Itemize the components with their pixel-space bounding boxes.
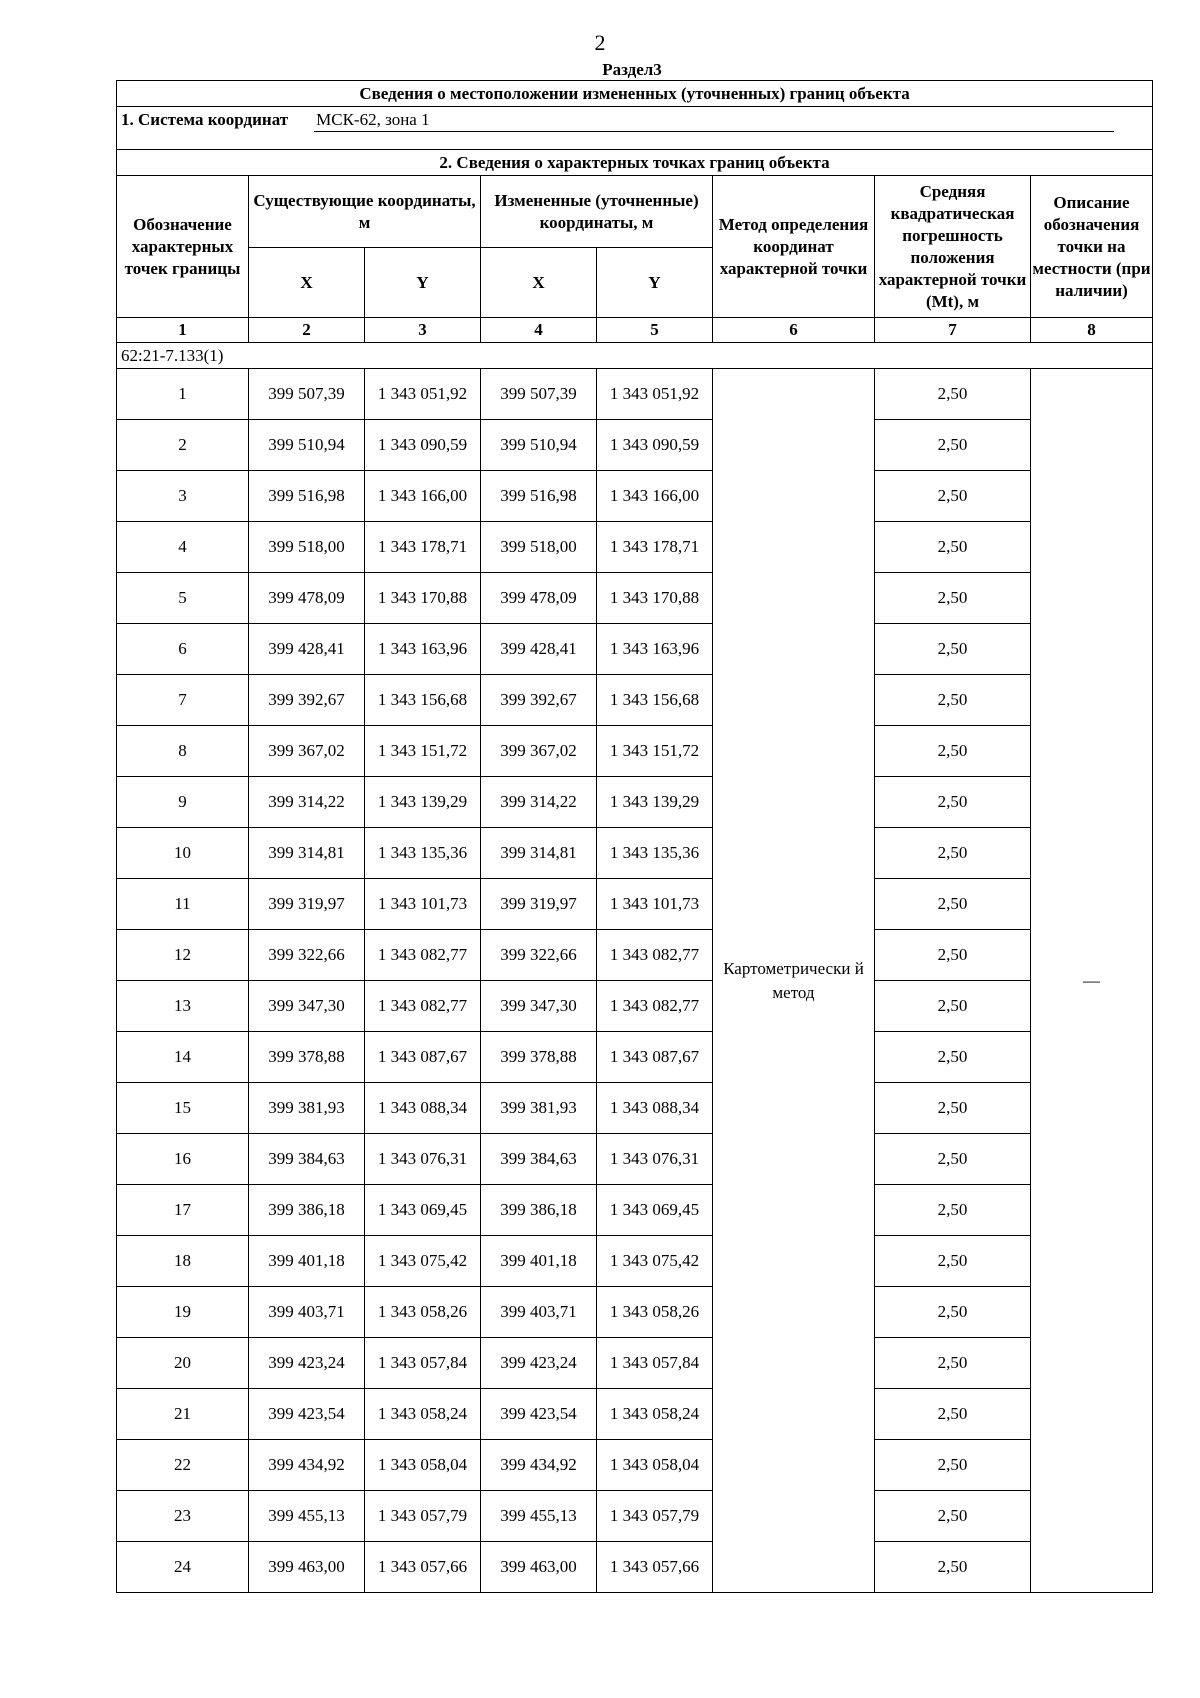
existing-x: 399 314,81 [249,828,365,879]
header-changed-x: X [481,248,597,318]
table-row [117,1134,1153,1185]
existing-y: 1 343 151,72 [365,726,481,777]
existing-x: 399 381,93 [249,1083,365,1134]
header-existing-x: X [249,248,365,318]
changed-y: 1 343 057,79 [597,1491,713,1542]
point-number: 7 [117,675,249,726]
point-number: 6 [117,624,249,675]
changed-x: 399 518,00 [481,522,597,573]
point-number: 14 [117,1032,249,1083]
existing-x: 399 516,98 [249,471,365,522]
changed-x: 399 392,67 [481,675,597,726]
error-mt: 2,50 [875,1542,1031,1593]
description-cell: — [1031,369,1153,1593]
existing-y: 1 343 163,96 [365,624,481,675]
table-row [117,1542,1153,1593]
changed-x: 399 347,30 [481,981,597,1032]
changed-y: 1 343 051,92 [597,369,713,420]
changed-x: 399 423,24 [481,1338,597,1389]
table-row [117,1338,1153,1389]
changed-x: 399 510,94 [481,420,597,471]
changed-y: 1 343 058,04 [597,1440,713,1491]
existing-x: 399 510,94 [249,420,365,471]
table-row [117,930,1153,981]
error-mt: 2,50 [875,573,1031,624]
existing-x: 399 428,41 [249,624,365,675]
changed-x: 399 367,02 [481,726,597,777]
point-number: 10 [117,828,249,879]
existing-y: 1 343 058,04 [365,1440,481,1491]
table-row [117,726,1153,777]
changed-y: 1 343 135,36 [597,828,713,879]
header-point-designation: Обозначение характерных точек границы [117,176,249,318]
existing-y: 1 343 075,42 [365,1236,481,1287]
table-row [117,420,1153,471]
changed-y: 1 343 088,34 [597,1083,713,1134]
header-existing-y: Y [365,248,481,318]
table-row [117,1185,1153,1236]
existing-y: 1 343 087,67 [365,1032,481,1083]
error-mt: 2,50 [875,420,1031,471]
error-mt: 2,50 [875,675,1031,726]
existing-y: 1 343 058,24 [365,1389,481,1440]
point-number: 9 [117,777,249,828]
point-number: 20 [117,1338,249,1389]
table-row [117,1389,1153,1440]
changed-x: 399 478,09 [481,573,597,624]
changed-x: 399 403,71 [481,1287,597,1338]
changed-y: 1 343 082,77 [597,981,713,1032]
page-number: 2 [594,30,606,55]
changed-y: 1 343 156,68 [597,675,713,726]
point-number: 23 [117,1491,249,1542]
error-mt: 2,50 [875,1440,1031,1491]
table-row [117,624,1153,675]
changed-y: 1 343 090,59 [597,420,713,471]
error-mt: 2,50 [875,1287,1031,1338]
header-changed-y: Y [597,248,713,318]
point-number: 19 [117,1287,249,1338]
error-mt: 2,50 [875,726,1031,777]
error-mt: 2,50 [875,1236,1031,1287]
table-row [117,522,1153,573]
changed-y: 1 343 139,29 [597,777,713,828]
changed-x: 399 434,92 [481,1440,597,1491]
existing-y: 1 343 082,77 [365,930,481,981]
table-row [117,471,1153,522]
changed-x: 399 516,98 [481,471,597,522]
error-mt: 2,50 [875,930,1031,981]
table-row [117,1440,1153,1491]
existing-x: 399 401,18 [249,1236,365,1287]
existing-x: 399 423,24 [249,1338,365,1389]
existing-y: 1 343 057,66 [365,1542,481,1593]
existing-x: 399 392,67 [249,675,365,726]
existing-y: 1 343 135,36 [365,828,481,879]
point-number: 21 [117,1389,249,1440]
point-number: 15 [117,1083,249,1134]
existing-x: 399 314,22 [249,777,365,828]
changed-x: 399 423,54 [481,1389,597,1440]
column-number: 1 [117,318,249,343]
existing-x: 399 378,88 [249,1032,365,1083]
changed-x: 399 384,63 [481,1134,597,1185]
point-number: 1 [117,369,249,420]
changed-y: 1 343 058,26 [597,1287,713,1338]
changed-x: 399 455,13 [481,1491,597,1542]
existing-x: 399 367,02 [249,726,365,777]
error-mt: 2,50 [875,1338,1031,1389]
coordinate-system-value: МСК-62, зона 1 [314,109,1114,132]
existing-x: 399 319,97 [249,879,365,930]
point-number: 12 [117,930,249,981]
existing-y: 1 343 069,45 [365,1185,481,1236]
table-row [117,879,1153,930]
changed-x: 399 401,18 [481,1236,597,1287]
error-mt: 2,50 [875,369,1031,420]
changed-x: 399 314,22 [481,777,597,828]
column-number: 5 [597,318,713,343]
boundary-points-table [116,80,1153,1593]
table-row [117,1236,1153,1287]
existing-y: 1 343 166,00 [365,471,481,522]
parcel-id: 62:21-7.133(1) [117,343,1153,369]
existing-x: 399 347,30 [249,981,365,1032]
changed-y: 1 343 057,84 [597,1338,713,1389]
table-row [117,828,1153,879]
point-number: 24 [117,1542,249,1593]
table-title: Сведения о местоположении измененных (уточненных) границ объекта [117,81,1153,107]
existing-y: 1 343 090,59 [365,420,481,471]
header-description: Описание обозначения точки на местности (при наличии) [1031,176,1153,318]
existing-y: 1 343 178,71 [365,522,481,573]
changed-y: 1 343 087,67 [597,1032,713,1083]
point-number: 22 [117,1440,249,1491]
error-mt: 2,50 [875,1389,1031,1440]
existing-y: 1 343 088,34 [365,1083,481,1134]
header-method: Метод определения координат характерной точки [713,176,875,318]
error-mt: 2,50 [875,1134,1031,1185]
point-number: 4 [117,522,249,573]
point-number: 18 [117,1236,249,1287]
coordinate-system-row [117,107,1153,150]
table-row [117,1287,1153,1338]
existing-x: 399 403,71 [249,1287,365,1338]
changed-x: 399 314,81 [481,828,597,879]
changed-y: 1 343 069,45 [597,1185,713,1236]
column-number: 6 [713,318,875,343]
point-number: 16 [117,1134,249,1185]
changed-y: 1 343 058,24 [597,1389,713,1440]
column-number: 7 [875,318,1031,343]
existing-y: 1 343 139,29 [365,777,481,828]
table-row [117,1491,1153,1542]
error-mt: 2,50 [875,1491,1031,1542]
column-number: 3 [365,318,481,343]
existing-y: 1 343 057,84 [365,1338,481,1389]
coordinate-system-label: 1. Система координат [121,110,289,129]
point-number: 5 [117,573,249,624]
changed-y: 1 343 076,31 [597,1134,713,1185]
column-number: 4 [481,318,597,343]
changed-x: 399 319,97 [481,879,597,930]
changed-y: 1 343 166,00 [597,471,713,522]
existing-y: 1 343 170,88 [365,573,481,624]
error-mt: 2,50 [875,981,1031,1032]
error-mt: 2,50 [875,1083,1031,1134]
changed-x: 399 463,00 [481,1542,597,1593]
error-mt: 2,50 [875,1032,1031,1083]
error-mt: 2,50 [875,879,1031,930]
changed-x: 399 428,41 [481,624,597,675]
changed-x: 399 381,93 [481,1083,597,1134]
error-mt: 2,50 [875,624,1031,675]
error-mt: 2,50 [875,777,1031,828]
changed-x: 399 386,18 [481,1185,597,1236]
error-mt: 2,50 [875,828,1031,879]
existing-y: 1 343 051,92 [365,369,481,420]
existing-y: 1 343 101,73 [365,879,481,930]
table-row [117,369,1153,420]
changed-y: 1 343 178,71 [597,522,713,573]
table-row [117,573,1153,624]
point-number: 2 [117,420,249,471]
existing-x: 399 423,54 [249,1389,365,1440]
existing-y: 1 343 076,31 [365,1134,481,1185]
changed-y: 1 343 057,66 [597,1542,713,1593]
error-mt: 2,50 [875,1185,1031,1236]
method-cell: Картометрически й метод [713,369,875,1593]
existing-x: 399 518,00 [249,522,365,573]
existing-y: 1 343 082,77 [365,981,481,1032]
table-row [117,981,1153,1032]
table-row [117,1083,1153,1134]
existing-y: 1 343 058,26 [365,1287,481,1338]
header-existing-coords: Существующие координаты, м [249,176,481,248]
existing-x: 399 384,63 [249,1134,365,1185]
point-number: 8 [117,726,249,777]
table-row [117,675,1153,726]
changed-x: 399 322,66 [481,930,597,981]
changed-y: 1 343 075,42 [597,1236,713,1287]
table-row [117,1032,1153,1083]
column-number: 2 [249,318,365,343]
existing-x: 399 463,00 [249,1542,365,1593]
header-changed-coords: Измененные (уточненные) координаты, м [481,176,713,248]
point-number: 3 [117,471,249,522]
existing-x: 399 322,66 [249,930,365,981]
point-number: 13 [117,981,249,1032]
existing-x: 399 386,18 [249,1185,365,1236]
point-number: 11 [117,879,249,930]
point-number: 17 [117,1185,249,1236]
changed-x: 399 507,39 [481,369,597,420]
changed-y: 1 343 170,88 [597,573,713,624]
header-error: Средняя квадратическая погрешность положения характерной точки (Mt), м [875,176,1031,318]
existing-x: 399 434,92 [249,1440,365,1491]
existing-y: 1 343 057,79 [365,1491,481,1542]
table-row [117,777,1153,828]
section-title: Раздел3 [602,60,662,79]
error-mt: 2,50 [875,522,1031,573]
error-mt: 2,50 [875,471,1031,522]
points-section-title: 2. Сведения о характерных точках границ объекта [117,150,1153,176]
existing-y: 1 343 156,68 [365,675,481,726]
existing-x: 399 478,09 [249,573,365,624]
existing-x: 399 455,13 [249,1491,365,1542]
changed-y: 1 343 082,77 [597,930,713,981]
changed-y: 1 343 151,72 [597,726,713,777]
column-number: 8 [1031,318,1153,343]
existing-x: 399 507,39 [249,369,365,420]
changed-y: 1 343 163,96 [597,624,713,675]
changed-y: 1 343 101,73 [597,879,713,930]
changed-x: 399 378,88 [481,1032,597,1083]
